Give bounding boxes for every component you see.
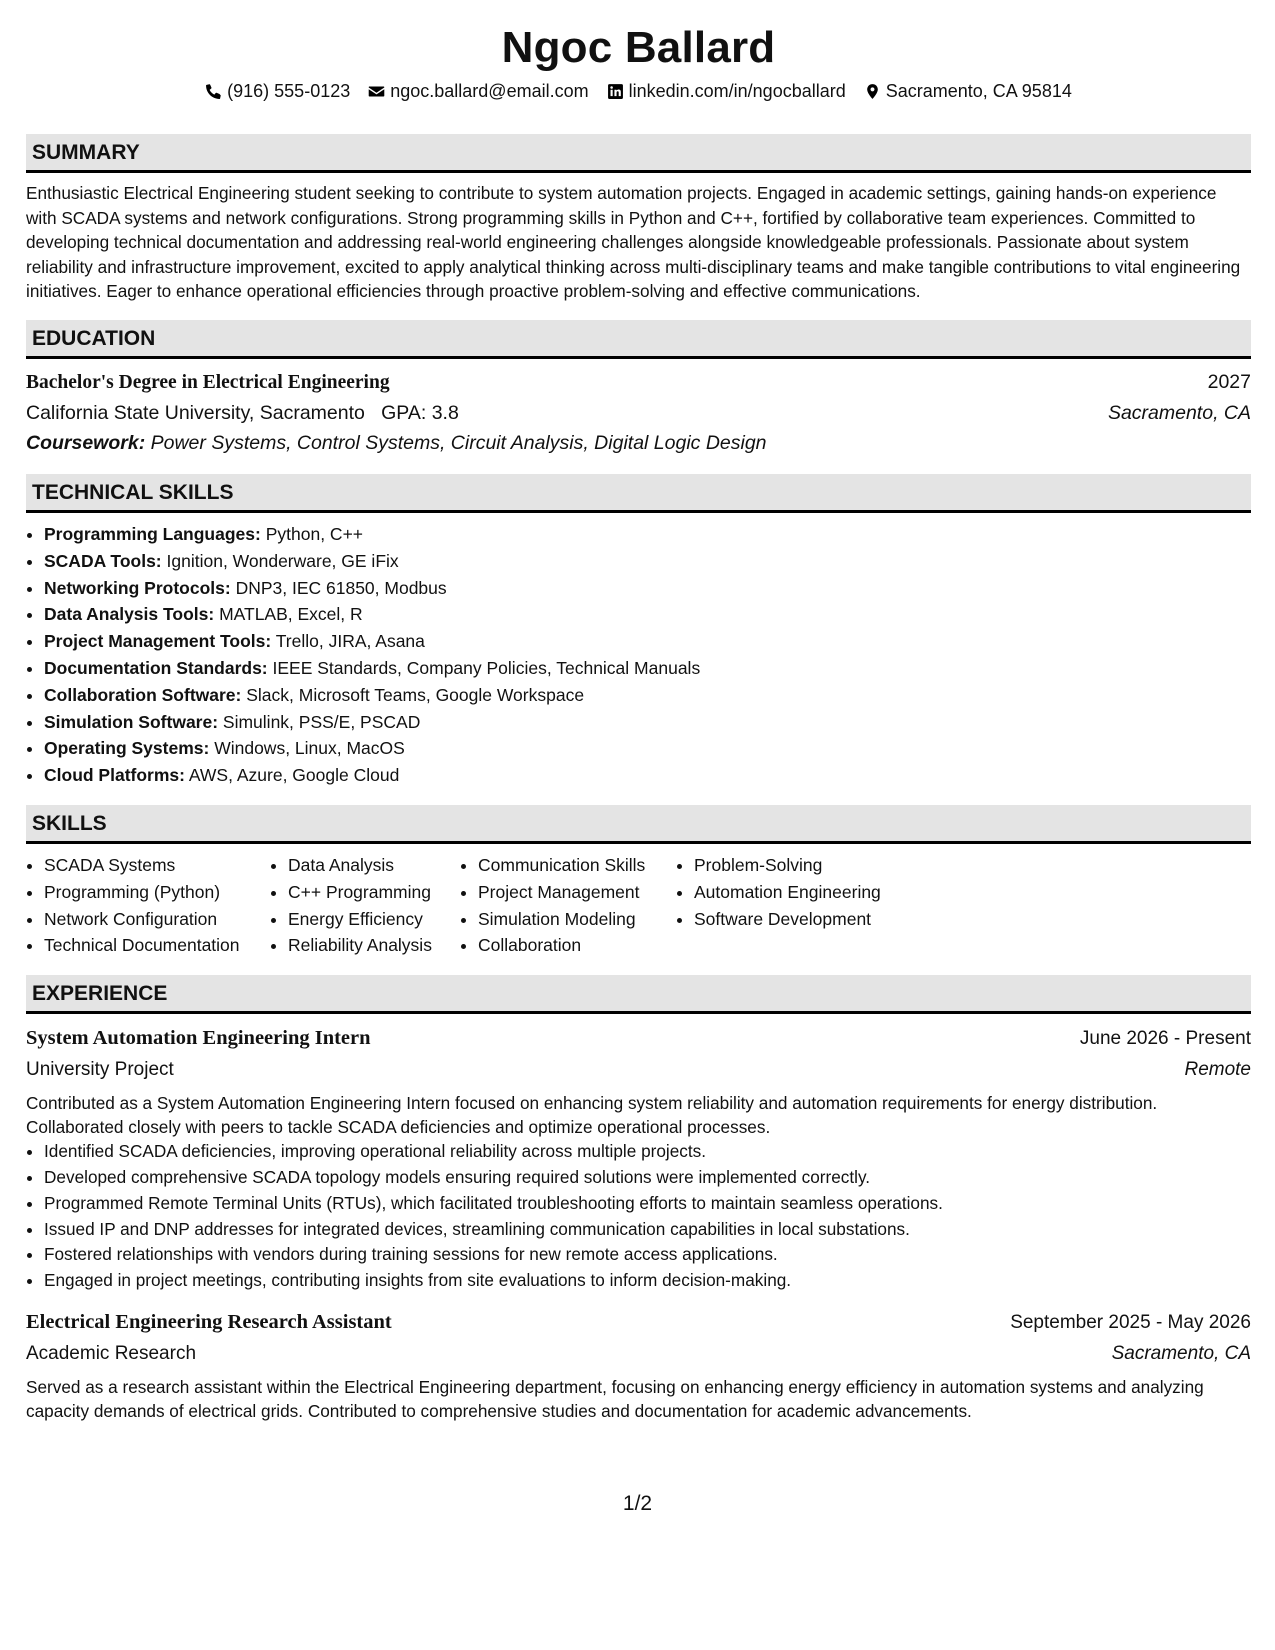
- skill-label: SCADA Tools:: [44, 550, 162, 571]
- job-title: Electrical Engineering Research Assistant: [26, 1310, 392, 1333]
- location-icon: [864, 83, 881, 100]
- list-item: • Automation Engineering: [694, 879, 954, 906]
- skill-value: MATLAB, Excel, R: [219, 604, 363, 625]
- experience-heading: EXPERIENCE: [26, 975, 1251, 1014]
- skills-column: [460, 852, 676, 959]
- skill-label: Cloud Platforms:: [44, 765, 185, 786]
- skill-value: Simulink, PSS/E, PSCAD: [222, 711, 421, 732]
- education-entry: [26, 367, 1251, 458]
- skill-value: AWS, Azure, Google Cloud: [188, 765, 400, 786]
- candidate-name: Ngoc Ballard: [501, 23, 776, 72]
- list-item: [44, 601, 1251, 628]
- list-item: • Project Management: [478, 879, 676, 906]
- skill-label: Data Analysis Tools:: [44, 604, 215, 625]
- list-item: [44, 548, 1251, 575]
- phone-text: (916) 555-0123: [227, 81, 351, 101]
- skill-label: Documentation Standards:: [44, 657, 268, 678]
- list-item: • Simulation Modeling: [478, 906, 676, 933]
- skills-column: [676, 852, 954, 959]
- graduation-year: 2027: [1207, 370, 1251, 393]
- job-dates: September 2025 - May 2026: [1010, 1311, 1251, 1333]
- phone-icon: [205, 83, 222, 100]
- skill-label: Collaboration Software:: [44, 684, 242, 705]
- list-item: [44, 575, 1251, 602]
- gpa: GPA: 3.8: [381, 401, 459, 424]
- skills-column: [270, 852, 460, 959]
- skills-heading: SKILLS: [26, 805, 1251, 844]
- job-description: Contributed as a System Automation Engineering Intern focused on enhancing system reliability and automation requirements for energy distribution. Collaborated closely with peers to tackle SCADA deficiencies and optimize operational processes.: [26, 1093, 1158, 1138]
- education-location: Sacramento, CA: [1107, 401, 1251, 424]
- coursework-label: Coursework:: [26, 431, 146, 454]
- list-item: • Reliability Analysis: [288, 932, 460, 959]
- list-item: • Programming (Python): [44, 879, 270, 906]
- email-text: ngoc.ballard@email.com: [390, 81, 589, 101]
- contact-bar: [26, 78, 1251, 104]
- list-item: [44, 628, 1251, 655]
- coursework-list: Power Systems, Control Systems, Circuit Analysis, Digital Logic Design: [150, 431, 767, 454]
- skill-value: Python, C++: [265, 523, 364, 544]
- institution-line: [26, 398, 459, 428]
- skill-label: Project Management Tools:: [44, 631, 272, 652]
- job-location: Sacramento, CA: [1111, 1342, 1251, 1364]
- list-item: • C++ Programming: [288, 879, 460, 906]
- list-item: • Issued IP and DNP addresses for integrated devices, streamlining communication capabilities in local substations.: [44, 1217, 1251, 1243]
- job-title: System Automation Engineering Intern: [26, 1027, 371, 1050]
- technical-skills-list: [26, 521, 1251, 789]
- job-organization: Academic Research: [26, 1342, 197, 1364]
- list-item: [44, 521, 1251, 548]
- linkedin-text: linkedin.com/in/ngocballard: [628, 81, 846, 101]
- list-item: • Programmed Remote Terminal Units (RTUs), which facilitated troubleshooting efforts to maintain seamless operations.: [44, 1191, 1251, 1217]
- list-item: • Problem-Solving: [694, 852, 954, 879]
- list-item: • Network Configuration: [44, 906, 270, 933]
- list-item: [44, 735, 1251, 762]
- list-item: • Energy Efficiency: [288, 906, 460, 933]
- list-item: • Collaboration: [478, 932, 676, 959]
- job-organization: University Project: [26, 1059, 174, 1081]
- skill-value: Trello, JIRA, Asana: [275, 631, 425, 652]
- list-item: [44, 655, 1251, 682]
- list-item: • Engaged in project meetings, contributing insights from site evaluations to inform decision-making.: [44, 1268, 1251, 1294]
- list-item: • Developed comprehensive SCADA topology models ensuring required solutions were implemented correctly.: [44, 1165, 1251, 1191]
- list-item: [44, 762, 1251, 789]
- job-dates: June 2026 - Present: [1079, 1028, 1251, 1050]
- list-item: [44, 709, 1251, 736]
- job-entry: [26, 1022, 1251, 1294]
- contact-phone: [205, 78, 350, 104]
- skill-value: Slack, Microsoft Teams, Google Workspace: [246, 684, 585, 705]
- resume-page: [26, 0, 1251, 1650]
- location-text: Sacramento, CA 95814: [885, 81, 1072, 101]
- list-item: • SCADA Systems: [44, 852, 270, 879]
- coursework: [26, 428, 1251, 458]
- skills-grid: [26, 852, 1251, 959]
- job-description: Served as a research assistant within the Electrical Engineering department, focusing on enhancing energy efficiency in automation systems and analyzing capacity demands of electrical grids. Contributed to comprehensive studies and documentation for academic advancements.: [26, 1376, 1204, 1421]
- list-item: • Technical Documentation: [44, 932, 270, 959]
- technical-skills-heading: TECHNICAL SKILLS: [26, 474, 1251, 513]
- email-icon: [368, 83, 385, 100]
- contact-email[interactable]: [368, 78, 588, 104]
- job-entry: [26, 1306, 1251, 1423]
- skill-value: IEEE Standards, Company Policies, Technical Manuals: [272, 657, 701, 678]
- job-bullets: [26, 1139, 1251, 1294]
- job-location: Remote: [1184, 1059, 1251, 1081]
- skill-label: Operating Systems:: [44, 738, 210, 759]
- degree: Bachelor's Degree in Electrical Engineering: [26, 371, 390, 393]
- list-item: [44, 682, 1251, 709]
- list-item: • Data Analysis: [288, 852, 460, 879]
- skill-label: Networking Protocols:: [44, 577, 231, 598]
- institution: California State University, Sacramento: [26, 401, 365, 424]
- summary-text: Enthusiastic Electrical Engineering student seeking to contribute to system automation projects. Engaged in academic settings, gaining hands-on experience with SCADA systems and network configurations. Strong programming skills in Python and C++, fortified by collaborative team experiences. Committed to developing technical documentation and addressing real-world engineering challenges alongside knowledgeable professionals. Passionate about system reliability and infrastructure improvement, excited to apply analytical thinking across multi-disciplinary teams and make tangible contributions to vital engineering initiatives. Eager to enhance operational efficiencies through proactive problem-solving and effective communications.: [26, 183, 1241, 302]
- skill-value: DNP3, IEC 61850, Modbus: [235, 577, 447, 598]
- summary-heading: SUMMARY: [26, 134, 1251, 173]
- skills-column: [26, 852, 270, 959]
- skill-label: Programming Languages:: [44, 523, 261, 544]
- list-item: • Identified SCADA deficiencies, improving operational reliability across multiple projects.: [44, 1139, 1251, 1165]
- skill-label: Simulation Software:: [44, 711, 219, 732]
- list-item: • Software Development: [694, 906, 954, 933]
- list-item: • Fostered relationships with vendors during training sessions for new remote access applications.: [44, 1242, 1251, 1268]
- skill-value: Ignition, Wonderware, GE iFix: [166, 550, 399, 571]
- contact-linkedin[interactable]: [607, 78, 846, 104]
- linkedin-icon: [607, 83, 624, 100]
- skill-value: Windows, Linux, MacOS: [214, 738, 405, 759]
- page-number: 1/2: [622, 1492, 653, 1515]
- education-heading: EDUCATION: [26, 320, 1251, 359]
- contact-location: [864, 78, 1072, 104]
- list-item: • Communication Skills: [478, 852, 676, 879]
